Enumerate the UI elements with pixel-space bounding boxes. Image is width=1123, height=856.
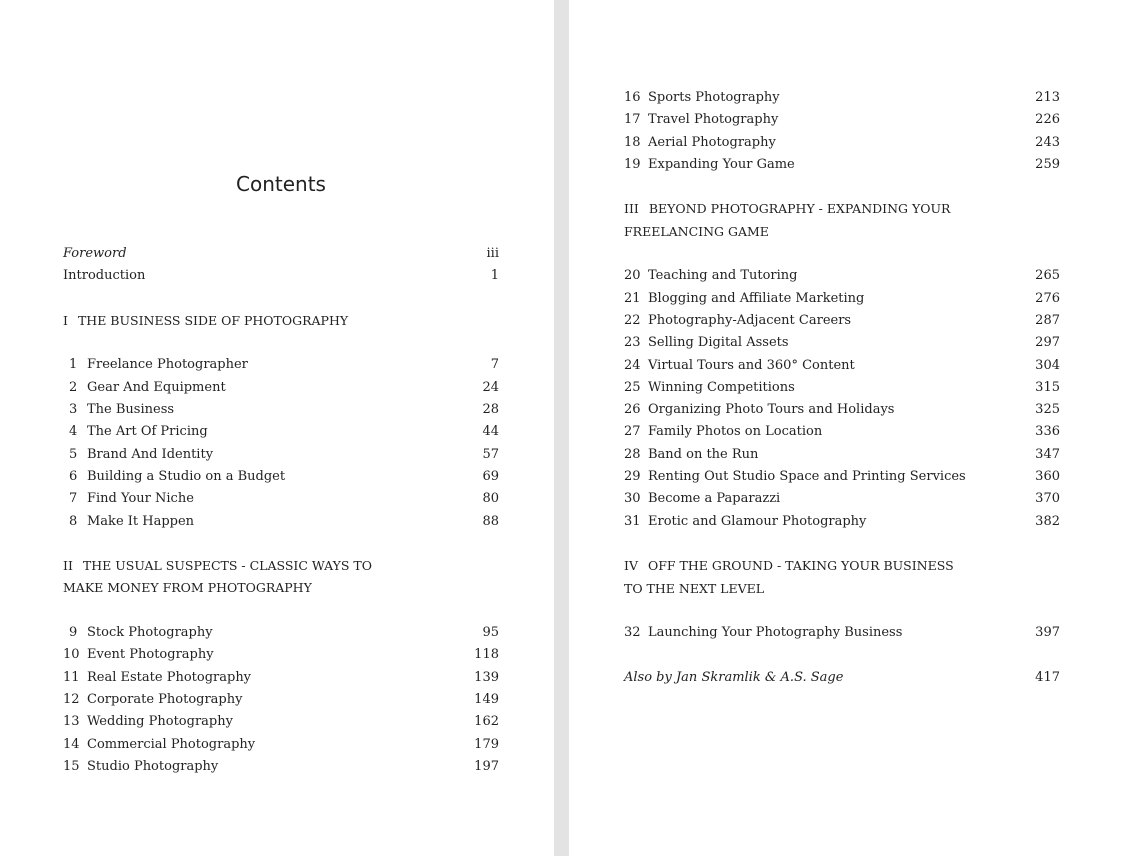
part-heading-1[interactable] [63, 310, 403, 332]
toc-entry-chapter-23[interactable] [624, 332, 1060, 354]
toc-entry-chapter-2[interactable] [63, 377, 499, 399]
toc-entry-chapter-11[interactable] [63, 667, 499, 689]
chapter-title: Selling Digital Assets [648, 335, 789, 351]
chapter-page: 287 [1035, 312, 1060, 328]
chapter-number: 29 [624, 469, 641, 485]
chapter-page: 197 [474, 758, 499, 774]
chapter-title: Travel Photography [648, 112, 779, 128]
toc-entry-chapter-6[interactable] [63, 466, 499, 488]
chapter-title: Studio Photography [87, 758, 219, 774]
chapter-title: Renting Out Studio Space and Printing Services [648, 469, 966, 485]
chapter-page: 382 [1035, 513, 1060, 529]
chapter-page: 179 [474, 736, 499, 752]
chapter-page: 213 [1035, 90, 1060, 105]
toc-entry-page: 1 [490, 268, 499, 284]
chapter-page: 347 [1035, 446, 1060, 462]
left-page [0, 0, 554, 856]
toc-entry-chapter-21[interactable] [624, 288, 1060, 310]
chapter-number: 11 [63, 669, 80, 685]
chapter-page: 149 [474, 691, 499, 707]
chapter-page: 325 [1035, 402, 1060, 418]
part-heading-3[interactable] [624, 198, 964, 243]
chapter-number: 3 [69, 402, 78, 418]
chapter-page: 297 [1035, 335, 1060, 351]
chapter-page: 7 [490, 357, 499, 373]
chapter-page: 259 [1035, 156, 1060, 172]
chapter-number: 9 [69, 625, 78, 641]
toc-entry-title: Also by Jan Skramlik & A.S. Sage [624, 669, 844, 685]
toc-entry-chapter-31[interactable] [624, 511, 1060, 533]
toc-entry-chapter-32[interactable] [624, 622, 1060, 644]
chapter-page: 370 [1035, 491, 1060, 507]
chapter-number: 17 [624, 112, 641, 128]
chapter-title: Winning Competitions [648, 379, 795, 395]
chapter-title: Organizing Photo Tours and Holidays [648, 402, 895, 418]
chapter-number: 23 [624, 335, 641, 351]
chapter-number: 19 [624, 156, 641, 172]
chapter-number: 27 [624, 424, 641, 440]
toc-entry-chapter-12[interactable] [63, 689, 499, 711]
toc-right-column [624, 87, 1060, 689]
chapter-page: 24 [482, 379, 499, 395]
chapter-title: Real Estate Photography [87, 669, 252, 685]
chapter-page: 28 [482, 402, 499, 418]
continued-chapters [624, 87, 1060, 176]
chapter-page: 139 [474, 669, 499, 685]
chapter-number: 4 [69, 424, 78, 440]
chapter-number: 10 [63, 647, 80, 663]
chapter-title: Brand And Identity [87, 446, 214, 462]
toc-entry-chapter-9[interactable] [63, 622, 499, 644]
contents-title: Contents [236, 172, 326, 196]
chapter-number: 8 [69, 513, 78, 529]
toc-entry-chapter-18[interactable] [624, 132, 1060, 154]
chapter-title: Family Photos on Location [648, 424, 823, 440]
chapter-page: 304 [1035, 357, 1060, 373]
part-number: III [624, 201, 639, 217]
chapter-title: Virtual Tours and 360° Content [648, 357, 855, 373]
toc-entry-chapter-24[interactable] [624, 355, 1060, 377]
chapter-page: 360 [1035, 469, 1060, 485]
chapter-page: 44 [482, 424, 499, 440]
toc-entry-chapter-8[interactable] [63, 511, 499, 533]
part-1-chapters [63, 354, 499, 532]
chapter-number: 22 [624, 312, 641, 328]
toc-entry-chapter-15[interactable] [63, 756, 499, 778]
chapter-number: 26 [624, 402, 641, 418]
toc-entry-chapter-30[interactable] [624, 488, 1060, 510]
chapter-title: Building a Studio on a Budget [87, 468, 286, 484]
chapter-page: 243 [1035, 134, 1060, 150]
chapter-title: Become a Paparazzi [648, 491, 781, 507]
chapter-number: 25 [624, 379, 641, 395]
toc-entry-also-by[interactable] [624, 667, 1060, 689]
chapter-page: 57 [482, 446, 499, 462]
part-heading-2[interactable] [63, 555, 403, 600]
chapter-page: 118 [474, 647, 499, 663]
chapter-number: 14 [63, 736, 80, 752]
chapter-number: 16 [624, 90, 641, 105]
chapter-title: Gear And Equipment [87, 379, 226, 395]
toc-entry-foreword[interactable] [63, 243, 499, 265]
chapter-title: Aerial Photography [648, 134, 776, 150]
part-number: IV [624, 558, 638, 574]
chapter-page: 397 [1035, 625, 1060, 641]
toc-entry-introduction[interactable] [63, 265, 499, 287]
toc-entry-chapter-28[interactable] [624, 444, 1060, 466]
chapter-page: 315 [1035, 379, 1060, 395]
toc-entry-chapter-14[interactable] [63, 734, 499, 756]
chapter-number: 31 [624, 513, 641, 529]
chapter-page: 162 [474, 714, 499, 730]
toc-entry-chapter-7[interactable] [63, 488, 499, 510]
part-title: THE USUAL SUSPECTS - CLASSIC WAYS TO MAKE MONEY FROM PHOTOGRAPHY [63, 558, 373, 596]
chapter-title: The Art Of Pricing [87, 424, 208, 440]
right-page [569, 0, 1123, 856]
toc-entry-page: iii [486, 246, 499, 261]
toc-entry-title: Foreword [63, 246, 127, 261]
chapter-number: 12 [63, 691, 80, 707]
chapter-page: 226 [1035, 112, 1060, 128]
toc-entry-chapter-3[interactable] [63, 399, 499, 421]
chapter-page: 265 [1035, 268, 1060, 284]
chapter-title: Wedding Photography [87, 714, 233, 730]
toc-entry-chapter-27[interactable] [624, 421, 1060, 443]
toc-entry-chapter-22[interactable] [624, 310, 1060, 332]
part-title: BEYOND PHOTOGRAPHY - EXPANDING YOUR FREELANCING GAME [624, 201, 951, 239]
chapter-number: 20 [624, 268, 641, 284]
chapter-number: 24 [624, 357, 641, 373]
toc-left-column [63, 243, 499, 778]
chapter-title: Blogging and Affiliate Marketing [648, 290, 865, 306]
toc-entry-chapter-19[interactable] [624, 154, 1060, 176]
chapter-page: 336 [1035, 424, 1060, 440]
chapter-number: 7 [69, 491, 78, 507]
chapter-title: Event Photography [87, 647, 214, 663]
chapter-page: 80 [482, 491, 499, 507]
chapter-title: Stock Photography [87, 625, 213, 641]
chapter-number: 13 [63, 714, 80, 730]
chapter-title: Expanding Your Game [648, 156, 795, 172]
toc-entry-chapter-4[interactable] [63, 421, 499, 443]
toc-entry-chapter-1[interactable] [63, 354, 499, 376]
chapter-title: Make It Happen [87, 513, 195, 529]
part-number: II [63, 558, 73, 574]
chapter-number: 18 [624, 134, 641, 150]
chapter-page: 276 [1035, 290, 1060, 306]
chapter-title: Teaching and Tutoring [648, 268, 798, 284]
chapter-title: Find Your Niche [87, 491, 194, 507]
chapter-number: 28 [624, 446, 641, 462]
chapter-number: 15 [63, 758, 80, 774]
toc-entry-title: Introduction [63, 268, 146, 284]
chapter-number: 5 [69, 446, 78, 462]
toc-entry-page: 417 [1035, 669, 1060, 685]
part-3-chapters [624, 265, 1060, 533]
chapter-number: 1 [69, 357, 78, 373]
part-title: OFF THE GROUND - TAKING YOUR BUSINESS TO THE NEXT LEVEL [624, 558, 954, 596]
chapter-page: 95 [482, 625, 499, 641]
chapter-page: 88 [482, 513, 499, 529]
chapter-title: Launching Your Photography Business [648, 625, 903, 641]
chapter-title: Sports Photography [648, 90, 780, 105]
chapter-title: Erotic and Glamour Photography [648, 513, 867, 529]
part-title: THE BUSINESS SIDE OF PHOTOGRAPHY [77, 312, 349, 328]
part-4-chapters [624, 622, 1060, 644]
chapter-title: Corporate Photography [87, 691, 243, 707]
toc-entry-chapter-16[interactable] [624, 87, 1060, 109]
part-2-chapters [63, 622, 499, 778]
chapter-page: 69 [482, 468, 499, 484]
toc-entry-chapter-17[interactable] [624, 109, 1060, 131]
toc-entry-chapter-29[interactable] [624, 466, 1060, 488]
toc-entry-chapter-26[interactable] [624, 399, 1060, 421]
chapter-title: Commercial Photography [87, 736, 256, 752]
toc-entry-chapter-5[interactable] [63, 444, 499, 466]
chapter-number: 21 [624, 290, 641, 306]
page-gutter [554, 0, 569, 856]
chapter-number: 2 [69, 379, 78, 395]
toc-entry-chapter-10[interactable] [63, 644, 499, 666]
toc-entry-chapter-20[interactable] [624, 265, 1060, 287]
chapter-number: 32 [624, 625, 641, 641]
chapter-title: Photography-Adjacent Careers [648, 312, 852, 328]
part-number: I [63, 312, 68, 328]
part-heading-4[interactable] [624, 555, 964, 600]
chapter-number: 30 [624, 491, 641, 507]
chapter-title: Freelance Photographer [87, 357, 248, 373]
toc-entry-chapter-25[interactable] [624, 377, 1060, 399]
chapter-title: Band on the Run [648, 446, 759, 462]
chapter-title: The Business [87, 402, 175, 418]
toc-entry-chapter-13[interactable] [63, 711, 499, 733]
chapter-number: 6 [69, 468, 78, 484]
